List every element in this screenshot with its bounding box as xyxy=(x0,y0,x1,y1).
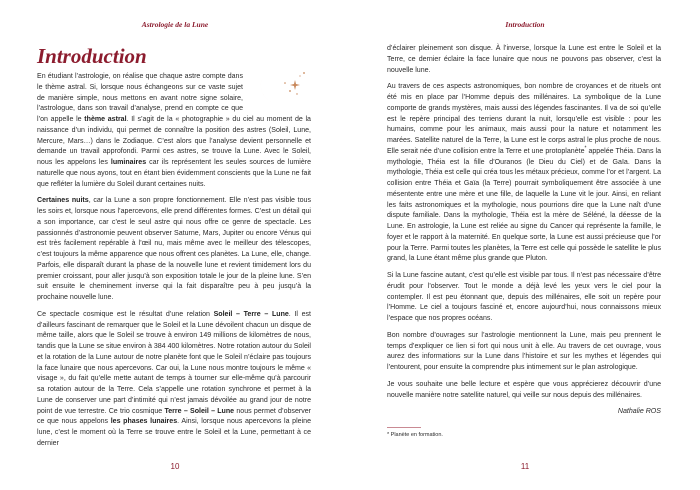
paragraph: d’éclairer pleinement son disque. À l’inverse, lorsque la Lune est entre le Soleil et la Terre, ce dernier éclaire la face lunaire que nous ne pouvons pas observer, c’est la nouvelle lune. xyxy=(387,45,661,74)
body-text xyxy=(37,72,311,456)
body-text xyxy=(387,44,661,439)
bold-term: luminaires xyxy=(110,159,147,166)
text: . Il s’agit de la « photographie » du ciel au moment de la naissance d’un individu, qui permet de connaître la position des astres (Soleil, Lune, Mercure, Mars…) dans le Zodiaque. C’est alors que l’analyse devient personnelle et demande un travail approfondi. Parmi ces astres, se trouve la Lune. Avec le Soleil, nous les appelons les xyxy=(37,116,311,166)
bold-term: thème astral xyxy=(84,116,127,123)
paragraph xyxy=(37,310,311,450)
paragraph xyxy=(387,82,661,265)
bold-term: Certaines nuits xyxy=(37,197,89,205)
running-head: Astrologie de la Lune xyxy=(141,20,209,29)
text: Ce spectacle cosmique est le résultat d’une relation xyxy=(37,310,214,318)
footnote: * Planète en formation. xyxy=(387,432,443,438)
paragraph: Je vous souhaite une belle lecture et espère que vous apprécierez découvrir d’une nouvelle manière notre satellite naturel, qui veille sur nous depuis des millénaires. xyxy=(387,380,661,399)
page-number: 11 xyxy=(520,462,530,471)
bold-term: les phases lunaires xyxy=(110,418,178,426)
text: En étudiant l’astrologie, on réalise que chaque astre compte dans le thème astral. Si, lorsque nous échangeons sur ce vaste sujet de manière simple, nous mettons en avant notre signe solaire, l’astrologue, dans son travail d’analyse, prend en compte ce que l’on appelle le xyxy=(37,73,243,123)
text: Au travers de ces aspects astronomiques, bon nombre de croyances et de rituels ont été mis en place par l’Homme depuis des millénaires. La symbolique de la Lune comporte de grands mystères, mais aussi des légendes fascinantes. Il va de soi qu’elle est le repère principal des terriens durant la nuit, lorsqu’elle est visible : pour les humains, comme pour les animaux, mais aussi pour la nature et notamment les marées. Satellite naturel de la Terre, la Lune est le corps astral le plus proche de nous. Elle serait née d’une collision entre la Terre et une protoplanète xyxy=(387,83,661,155)
crescent-moon-icon xyxy=(249,64,315,108)
right-page xyxy=(350,0,700,490)
author-signature: Nathalie ROS xyxy=(617,408,661,416)
bold-term: Terre – Soleil – Lune xyxy=(164,407,235,415)
footnote-divider xyxy=(387,427,421,428)
text: nous permet d’observer ce que nous appelons xyxy=(37,407,311,426)
text: . Ainsi, lorsque nous apercevons la pleine lune, c’est le moment où la Terre se trouve entre le Soleil et la Lune, permettant à ce dernier xyxy=(37,418,311,447)
page-number: 10 xyxy=(170,462,180,471)
bold-term: Soleil – Terre – Lune xyxy=(213,310,289,318)
paragraph: Si la Lune fascine autant, c’est qu’elle est visible par tous. Il n’est pas nécessaire d’être érudit pour l’observer. Tout le monde a déjà levé les yeux vers le ciel pour la contempler. Il est peu étonnant que, depuis des millénaires, elle soit un repère pour l’Homme. Le ciel a toujours fasciné et, encore aujourd’hui, nous connaissons mieux l’espace que nos propres océans. xyxy=(387,272,661,322)
text: . Il est d’ailleurs fascinant de remarquer que le Soleil et la Lune dévoilent chacun un disque de même taille, alors que le Soleil se trouve à environ 149 millions de kilomètres de nous, tandis que la Lune se situe environ à 384 400 kilomètres. Notre rotation autour du Soleil et la rotation de la Lune autour de notre planète font que le Soleil n’éclaire pas toujours la face lunaire que nous apercevons. Car oui, la Lune nous montre toujours le même « visage », du fait qu’elle mette autant de temps à tourner sur elle-même qu’à parcourir sa rotation autour de la Terre. Cela s’appelle une rotation synchrone et permet à la Lune de conserver une part d’intimité qui n’est jamais dévoilée au grand jour de notre point de vue terrestre. Ce trio cosmique xyxy=(37,310,311,415)
text: car ils représentent les seules sources de lumière naturelle que nous ayons, tout en étant bien évidemment conscients que la Lune ne fait que refléter la lumière du Soleil durant certaines nuits. xyxy=(37,159,312,188)
running-head: Introduction xyxy=(505,20,545,29)
footnote-marker[interactable]: * xyxy=(584,145,587,152)
paragraph: Bon nombre d’ouvrages sur l’astrologie mentionnent la Lune, mais peu prennent le temps d’expliquer ce lien si fort qui nous unit à elle. Au travers de cet ouvrage, vous aurez des informations sur la Lune dans l’histoire et sur les mythes et légendes qui l’entourent, pour ensuite la comprendre plus intimement sur le plan astrologique. xyxy=(387,331,661,371)
text: appelée Théia. Dans la mythologie, Théia est la fille d’Ouranos (le Dieu du Ciel) et de Gaïa. Dans la mythologie, Théia est celle qui créa tous les métaux précieux, comme l’or et l’argent. La collision entre Théia et Gaïa (la Terre) pourrait symboliquement être associée à une mésentente entre une mère et une fille, de laquelle la Lune vit le jour. Ainsi, en reliant les faits astronomiques et la mythologie, nous pourrions dire que la Lune naît d’une dispute familiale. Dans la mythologie, Théia est la mère de Séléné, la déesse de la Lune. En astrologie, la Lune est reliée au signe du Cancer qui représente la famille, le foyer et le rapport à la maternité. En quelque sorte, la Lune est aussi précieuse que l’or pour la Terre. Parmi toutes les planètes, la Terre est celle qui possède le satellite le plus grand, la Lune étant même plus grande que Pluton. xyxy=(387,147,661,263)
paragraph xyxy=(37,196,311,304)
text: , car la Lune a son propre fonctionnement. Elle n’est pas visible tous les soirs et, lorsque nous l’apercevons, elle prend différentes formes. C’est un détail qui a son importance, car c’est le seul astre qui nous offre ce genre de spectacle. Les passionnés d’astronomie peuvent observer Saturne, Mars, Jupiter ou encore Vénus qui est très facilement repérable à l’œil nu, mais même avec le meilleur des télescopes, c’est toujours la même apparence que nous offrent ces planètes. La Lune, elle, change. Parfois, elle disparaît durant la phase de la nouvelle lune et revient timidement lors du premier croissant, pour aller jusqu’à son exposition totale le jour de la pleine lune. S’en suit ensuite le cheminement inverse qui la fait disparaître peu à peu jusqu’à la prochaine nouvelle lune. xyxy=(37,197,311,301)
chapter-title: Introduction xyxy=(37,44,147,68)
